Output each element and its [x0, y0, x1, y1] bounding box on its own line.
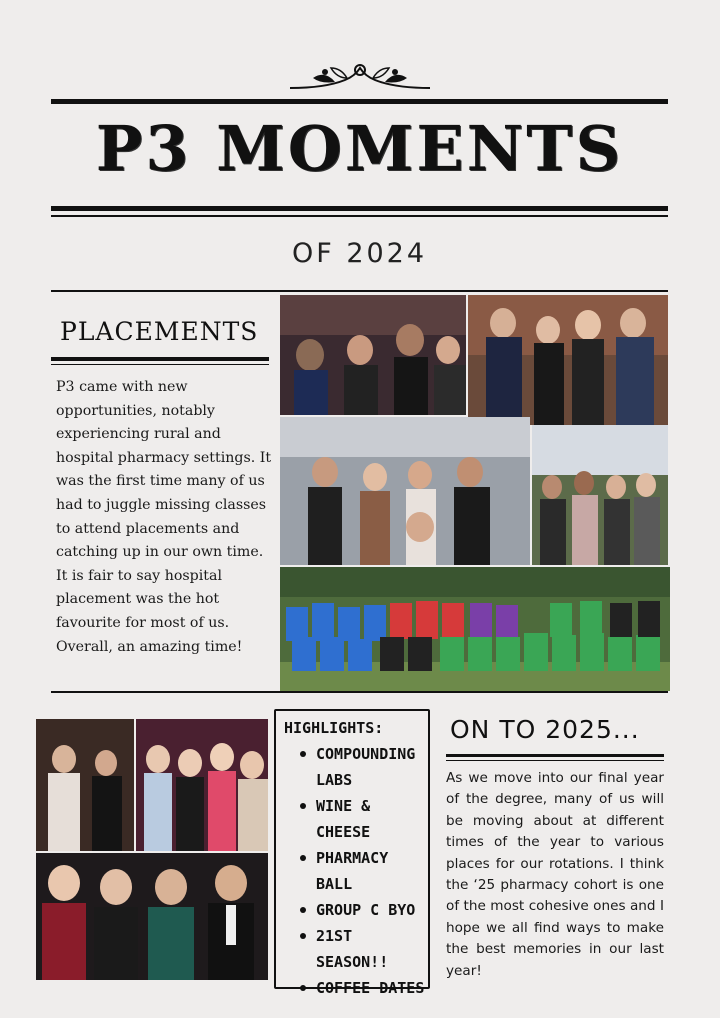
list-item: WINE & CHEESE [286, 793, 426, 845]
list-item: 21ST SEASON!! [286, 923, 426, 975]
ball-photo-1 [36, 719, 134, 851]
next-year-paragraph: As we move into our final year of the degree, many of us will be moving about at different times of the year to various places for our rotations. I think the ‘25 pharmacy cohort is one of the most cohesive ones and I hope we all find ways to make the best memories in our last year! [446, 770, 664, 979]
list-item: COMPOUNDING LABS [286, 741, 426, 793]
next-year-rule-thick [446, 754, 664, 757]
outdoor-group-photo [532, 425, 668, 565]
party-photo-1 [280, 295, 466, 415]
title-rule-thin [51, 215, 668, 217]
ball-photo-2 [136, 719, 268, 851]
party-photo-2 [280, 417, 530, 565]
list-item: GROUP C BYO [286, 897, 426, 923]
highlights-title: HIGHLIGHTS: [284, 719, 384, 737]
next-year-title: ON TO 2025... [450, 715, 640, 744]
highlights-list [286, 741, 426, 1001]
list-item: PHARMACY BALL [286, 845, 426, 897]
page-title: P3 MOMENTS [95, 112, 624, 185]
title-rule-thick [51, 206, 668, 211]
placements-rule-thick [51, 357, 269, 361]
placements-paragraph: P3 came with new opportunities, notably experiencing rural and hospital pharmacy settings. It was the first time many of us had to juggle missing classes to attend placements and catching up in our own time. It is fair to say hospital placement was the hot favourite for most of us. Overall, an amazing time! [56, 379, 272, 655]
section-rule-top [51, 290, 668, 292]
placements-rule-thin [51, 364, 269, 365]
cohort-group-photo [280, 567, 670, 691]
list-item: COFFEE DATES [286, 975, 426, 1001]
ball-photo-3 [36, 853, 268, 980]
placements-title: PLACEMENTS [60, 317, 259, 346]
flourish-ornament-icon [285, 58, 435, 98]
page-subtitle: OF 2024 [291, 238, 428, 269]
formal-group-photo [468, 295, 668, 425]
highlights-box [274, 709, 430, 997]
next-year-rule-thin [446, 760, 664, 761]
section-rule-bottom [51, 691, 668, 693]
